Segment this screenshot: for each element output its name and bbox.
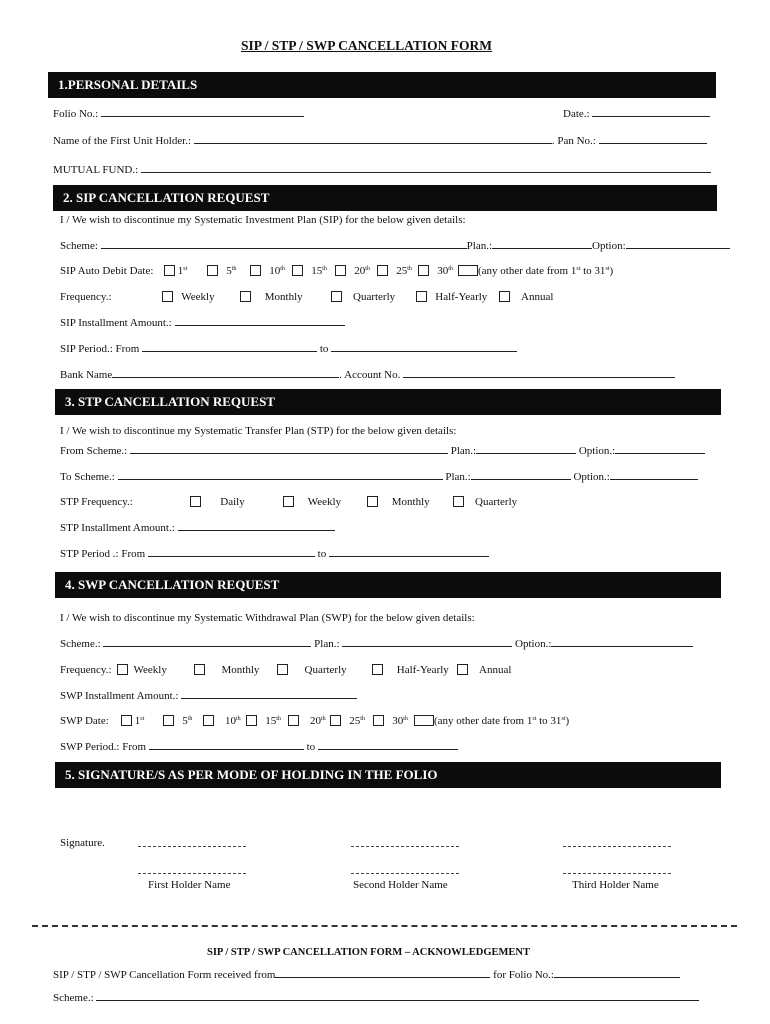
checkbox[interactable] xyxy=(162,291,173,302)
sip-account-label: . Account No. xyxy=(339,369,401,381)
stp-frequency-option[interactable]: Daily xyxy=(190,495,245,509)
sip-period-to: to xyxy=(319,343,329,355)
ack-scheme-row xyxy=(53,991,699,1005)
swp-period-from-field[interactable] xyxy=(149,740,304,750)
swp-intro: I / We wish to discontinue my Systematic Withdrawal Plan (SWP) for the below given details: xyxy=(60,612,475,624)
ack-received-row xyxy=(53,968,680,982)
sip-scheme-label: Scheme: xyxy=(60,240,98,252)
date-row xyxy=(563,107,710,121)
other-date-box[interactable] xyxy=(458,265,478,276)
stp-to-scheme-field[interactable] xyxy=(118,470,443,480)
second-holder-name-label: Second Holder Name xyxy=(353,879,448,891)
swp-option-field[interactable] xyxy=(551,637,693,647)
swp-installment-field[interactable] xyxy=(181,689,357,699)
sip-frequency-row xyxy=(60,290,740,306)
checkbox[interactable] xyxy=(277,664,288,675)
sip-date-option[interactable]: 25th xyxy=(377,264,412,278)
sip-period-to-field[interactable] xyxy=(331,342,517,352)
checkbox[interactable] xyxy=(250,265,261,276)
date-field[interactable] xyxy=(592,107,710,117)
mutual-fund-row xyxy=(53,163,711,177)
sip-date-option[interactable]: 1st xyxy=(164,264,187,278)
checkbox[interactable] xyxy=(283,496,294,507)
stp-from-scheme-row xyxy=(60,444,705,458)
checkbox[interactable] xyxy=(163,715,174,726)
checkbox[interactable] xyxy=(453,496,464,507)
stp-frequency-label: STP Frequency.: xyxy=(60,496,133,508)
first-holder-signature-line[interactable] xyxy=(138,845,246,847)
ack-received-label: SIP / STP / SWP Cancellation Form received from xyxy=(53,969,276,981)
stp-installment-field[interactable] xyxy=(178,521,335,531)
sip-plan-label: Plan.: xyxy=(466,240,493,252)
swp-date-option[interactable]: 15th xyxy=(246,714,281,728)
sip-intro: I / We wish to discontinue my Systematic Investment Plan (SIP) for the below given details: xyxy=(60,214,466,226)
stp-to-plan-field[interactable] xyxy=(471,470,571,480)
swp-frequency-option[interactable]: Quarterly xyxy=(277,663,347,677)
swp-period-to: to xyxy=(306,741,316,753)
swp-frequency-option[interactable]: Half-Yearly xyxy=(372,663,449,677)
checkbox[interactable] xyxy=(117,664,128,675)
stp-frequency-row xyxy=(60,495,740,511)
stp-from-scheme-label: From Scheme.: xyxy=(60,445,128,457)
sip-date-option[interactable]: 10th xyxy=(250,264,285,278)
folio-field[interactable] xyxy=(101,107,304,117)
sip-date-option[interactable]: 30th xyxy=(418,264,453,278)
checkbox[interactable] xyxy=(372,664,383,675)
pan-field[interactable] xyxy=(599,134,707,144)
swp-date-row xyxy=(60,714,740,730)
sip-scheme-field[interactable] xyxy=(101,239,467,249)
sip-period-row xyxy=(60,342,517,356)
stp-period-to-field[interactable] xyxy=(329,547,489,557)
checkbox[interactable] xyxy=(335,265,346,276)
sip-plan-field[interactable] xyxy=(492,239,592,249)
sip-auto-debit-row xyxy=(60,264,740,280)
swp-scheme-row xyxy=(60,637,693,651)
first-holder-name-line[interactable] xyxy=(138,872,246,874)
checkbox[interactable] xyxy=(418,265,429,276)
acknowledgement-title: SIP / STP / SWP CANCELLATION FORM – ACKNOWLEDGEMENT xyxy=(207,947,531,958)
checkbox[interactable] xyxy=(121,715,132,726)
swp-date-option[interactable]: 20th xyxy=(288,714,326,728)
sip-period-from-field[interactable] xyxy=(142,342,317,352)
stp-option-label: Option.: xyxy=(578,445,616,457)
swp-frequency-option[interactable]: Weekly xyxy=(117,663,167,677)
first-holder-label: Name of the First Unit Holder.: xyxy=(53,135,192,147)
cut-line-divider xyxy=(32,925,737,927)
sip-frequency-option[interactable]: Monthly xyxy=(240,290,303,304)
checkbox[interactable] xyxy=(246,715,257,726)
stp-to-scheme-label: To Scheme.: xyxy=(60,471,115,483)
sip-frequency-label: Frequency.: xyxy=(60,291,112,303)
swp-date-option[interactable]: 30th xyxy=(373,714,408,728)
checkbox[interactable] xyxy=(377,265,388,276)
stp-to-scheme-row xyxy=(60,470,698,484)
checkbox[interactable] xyxy=(373,715,384,726)
second-holder-name-line[interactable] xyxy=(351,872,459,874)
stp-frequency-option[interactable]: Quarterly xyxy=(453,495,517,509)
stp-intro: I / We wish to discontinue my Systematic Transfer Plan (STP) for the below given details: xyxy=(60,425,457,437)
checkbox[interactable] xyxy=(331,291,342,302)
swp-option-label: Option.: xyxy=(515,638,552,650)
third-holder-name-line[interactable] xyxy=(563,872,671,874)
swp-plan-label: Plan.: xyxy=(314,638,340,650)
stp-from-plan-field[interactable] xyxy=(476,444,576,454)
first-holder-name-label: First Holder Name xyxy=(148,879,231,891)
sip-installment-row xyxy=(60,316,345,330)
swp-period-row xyxy=(60,740,458,754)
ack-scheme-label: Scheme.: xyxy=(53,992,94,1004)
sip-scheme-row xyxy=(60,239,730,253)
checkbox[interactable] xyxy=(207,265,218,276)
checkbox[interactable] xyxy=(164,265,175,276)
sip-frequency-option[interactable]: Quarterly xyxy=(331,290,395,304)
sip-frequency-option[interactable]: Weekly xyxy=(162,290,215,304)
stp-plan-label: Plan.: xyxy=(450,445,477,457)
folio-row xyxy=(53,107,304,121)
stp-frequency-option[interactable]: Monthly xyxy=(367,495,430,509)
signature-label: Signature. xyxy=(60,837,105,849)
swp-other-date[interactable]: (any other date from 1st to 31st) xyxy=(414,714,569,728)
sip-date-option[interactable]: 15th xyxy=(292,264,327,278)
swp-frequency-label: Frequency.: xyxy=(60,664,112,676)
sip-bank-row xyxy=(60,368,675,382)
checkbox[interactable] xyxy=(367,496,378,507)
swp-date-option[interactable]: 1st xyxy=(121,714,144,728)
stp-frequency-option[interactable]: Weekly xyxy=(283,495,341,509)
first-holder-field[interactable] xyxy=(194,134,552,144)
pan-label: . Pan No.: xyxy=(551,135,596,147)
sip-header: 2. SIP CANCELLATION REQUEST xyxy=(53,185,717,211)
checkbox[interactable] xyxy=(457,664,468,675)
stp-from-scheme-field[interactable] xyxy=(130,444,448,454)
stp-period-from-field[interactable] xyxy=(148,547,315,557)
swp-frequency-row xyxy=(60,663,740,679)
swp-installment-label: SWP Installment Amount.: xyxy=(60,690,179,702)
stp-period-to: to xyxy=(317,548,327,560)
sip-other-date[interactable]: (any other date from 1st to 31st) xyxy=(458,264,613,278)
ack-folio-label: for Folio No.: xyxy=(493,969,554,981)
ack-received-from-field[interactable] xyxy=(275,968,490,978)
sip-date-option[interactable]: 20th xyxy=(335,264,370,278)
mutual-fund-label: MUTUAL FUND.: xyxy=(53,164,139,176)
third-holder-name-label: Third Holder Name xyxy=(572,879,659,891)
first-holder-row xyxy=(53,134,707,148)
checkbox[interactable] xyxy=(288,715,299,726)
stp-header: 3. STP CANCELLATION REQUEST xyxy=(55,389,721,415)
second-holder-signature-line[interactable] xyxy=(351,845,459,847)
folio-label: Folio No.: xyxy=(53,108,99,120)
sip-option-field[interactable] xyxy=(626,239,730,249)
swp-installment-row xyxy=(60,689,357,703)
checkbox[interactable] xyxy=(203,715,214,726)
mutual-fund-field[interactable] xyxy=(141,163,711,173)
sip-bank-label: Bank Name xyxy=(60,369,113,381)
checkbox[interactable] xyxy=(292,265,303,276)
swp-scheme-field[interactable] xyxy=(103,637,311,647)
sip-account-field[interactable] xyxy=(403,368,675,378)
checkbox[interactable] xyxy=(194,664,205,675)
swp-header: 4. SWP CANCELLATION REQUEST xyxy=(55,572,721,598)
sip-option-label: Option: xyxy=(592,240,626,252)
other-date-box[interactable] xyxy=(414,715,434,726)
swp-date-option[interactable]: 25th xyxy=(330,714,365,728)
stp-from-option-field[interactable] xyxy=(615,444,705,454)
swp-date-option[interactable]: 10th xyxy=(203,714,241,728)
swp-plan-field[interactable] xyxy=(342,637,512,647)
sip-date-option[interactable]: 5th xyxy=(207,264,236,278)
sip-period-label: SIP Period.: From xyxy=(60,343,140,355)
swp-frequency-option[interactable]: Monthly xyxy=(194,663,259,677)
personal-details-header: 1.PERSONAL DETAILS xyxy=(48,72,716,98)
stp-installment-label: STP Installment Amount.: xyxy=(60,522,175,534)
sip-installment-field[interactable] xyxy=(175,316,345,326)
stp-to-option-field[interactable] xyxy=(610,470,698,480)
sip-installment-label: SIP Installment Amount.: xyxy=(60,317,172,329)
checkbox[interactable] xyxy=(240,291,251,302)
sip-bank-field[interactable] xyxy=(112,368,339,378)
signature-header: 5. SIGNATURE/S AS PER MODE OF HOLDING IN THE FOLIO xyxy=(55,762,721,788)
stp-period-label: STP Period .: From xyxy=(60,548,146,560)
stp-period-row xyxy=(60,547,489,561)
swp-date-option[interactable]: 5th xyxy=(163,714,192,728)
swp-scheme-label: Scheme.: xyxy=(60,638,101,650)
swp-frequency-option[interactable]: Annual xyxy=(457,663,511,677)
third-holder-signature-line[interactable] xyxy=(563,845,671,847)
swp-period-to-field[interactable] xyxy=(318,740,458,750)
sip-frequency-option[interactable]: Half-Yearly xyxy=(416,290,487,304)
ack-folio-field[interactable] xyxy=(554,968,680,978)
swp-date-label: SWP Date: xyxy=(60,715,109,727)
stp-plan-label: Plan.: xyxy=(445,471,471,483)
form-title: SIP / STP / SWP CANCELLATION FORM xyxy=(241,38,493,53)
checkbox[interactable] xyxy=(416,291,427,302)
sip-auto-debit-label: SIP Auto Debit Date: xyxy=(60,265,154,277)
checkbox[interactable] xyxy=(499,291,510,302)
sip-frequency-option[interactable]: Annual xyxy=(499,290,553,304)
date-label: Date.: xyxy=(563,108,590,120)
ack-scheme-field[interactable] xyxy=(96,991,699,1001)
stp-option-label: Option.: xyxy=(573,471,610,483)
checkbox[interactable] xyxy=(190,496,201,507)
checkbox[interactable] xyxy=(330,715,341,726)
stp-installment-row xyxy=(60,521,335,535)
swp-period-label: SWP Period.: From xyxy=(60,741,147,753)
